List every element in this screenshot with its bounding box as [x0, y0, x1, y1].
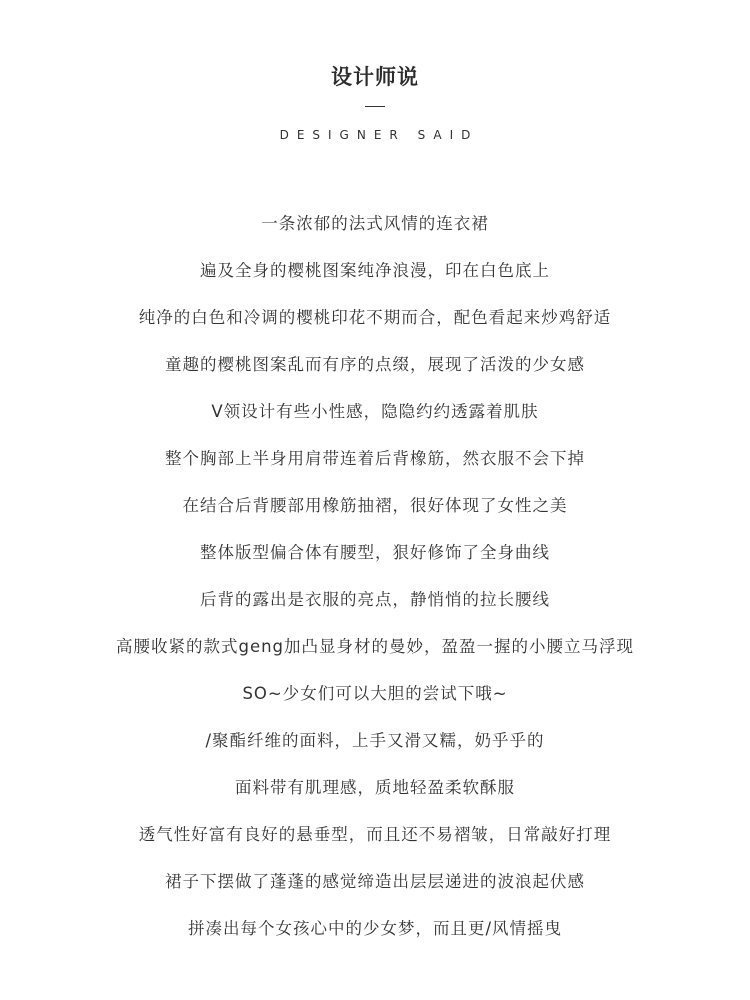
section-header [0, 62, 750, 143]
description-line: /聚酯纤维的面料，上手又滑又糯，奶乎乎的 [205, 731, 545, 750]
description-line: 拼凑出每个女孩心中的少女梦，而且更/风情摇曳 [187, 919, 563, 938]
description-line: 整个胸部上半身用肩带连着后背橡筋，然衣服不会下掉 [165, 449, 585, 468]
description-line: 高腰收紧的款式geng加凸显身材的曼妙，盈盈一握的小腰立马浮现 [115, 637, 635, 656]
description-line: 面料带有肌理感，质地轻盈柔软酥服 [235, 778, 515, 797]
description-line: 裙子下摆做了蓬蓬的感觉缔造出层层递进的波浪起伏感 [165, 872, 585, 891]
description-line: 透气性好富有良好的悬垂型，而且还不易褶皱，日常敲好打理 [138, 825, 612, 844]
title-divider [365, 106, 385, 107]
section-subtitle: DESIGNER SAID [279, 128, 479, 142]
description-line: 遍及全身的樱桃图案纯净浪漫，印在白色底上 [200, 261, 550, 280]
description-line: 整体版型偏合体有腰型，狠好修饰了全身曲线 [200, 543, 550, 562]
description-line: 在结合后背腰部用橡筋抽褶，很好体现了女性之美 [182, 496, 568, 515]
description-line: SO~少女们可以大胆的尝试下哦~ [242, 684, 508, 703]
description-line: 后背的露出是衣服的亮点，静悄悄的拉长腰线 [200, 590, 550, 609]
description-text-block [0, 200, 750, 952]
description-line: V领设计有些小性感，隐隐约约透露着肌肤 [211, 402, 539, 421]
section-title: 设计师说 [331, 65, 419, 89]
description-line: 纯净的白色和冷调的樱桃印花不期而合，配色看起来炒鸡舒适 [138, 308, 612, 327]
description-line: 一条浓郁的法式风情的连衣裙 [261, 214, 489, 233]
description-line: 童趣的樱桃图案乱而有序的点缀，展现了活泼的少女感 [165, 355, 585, 374]
